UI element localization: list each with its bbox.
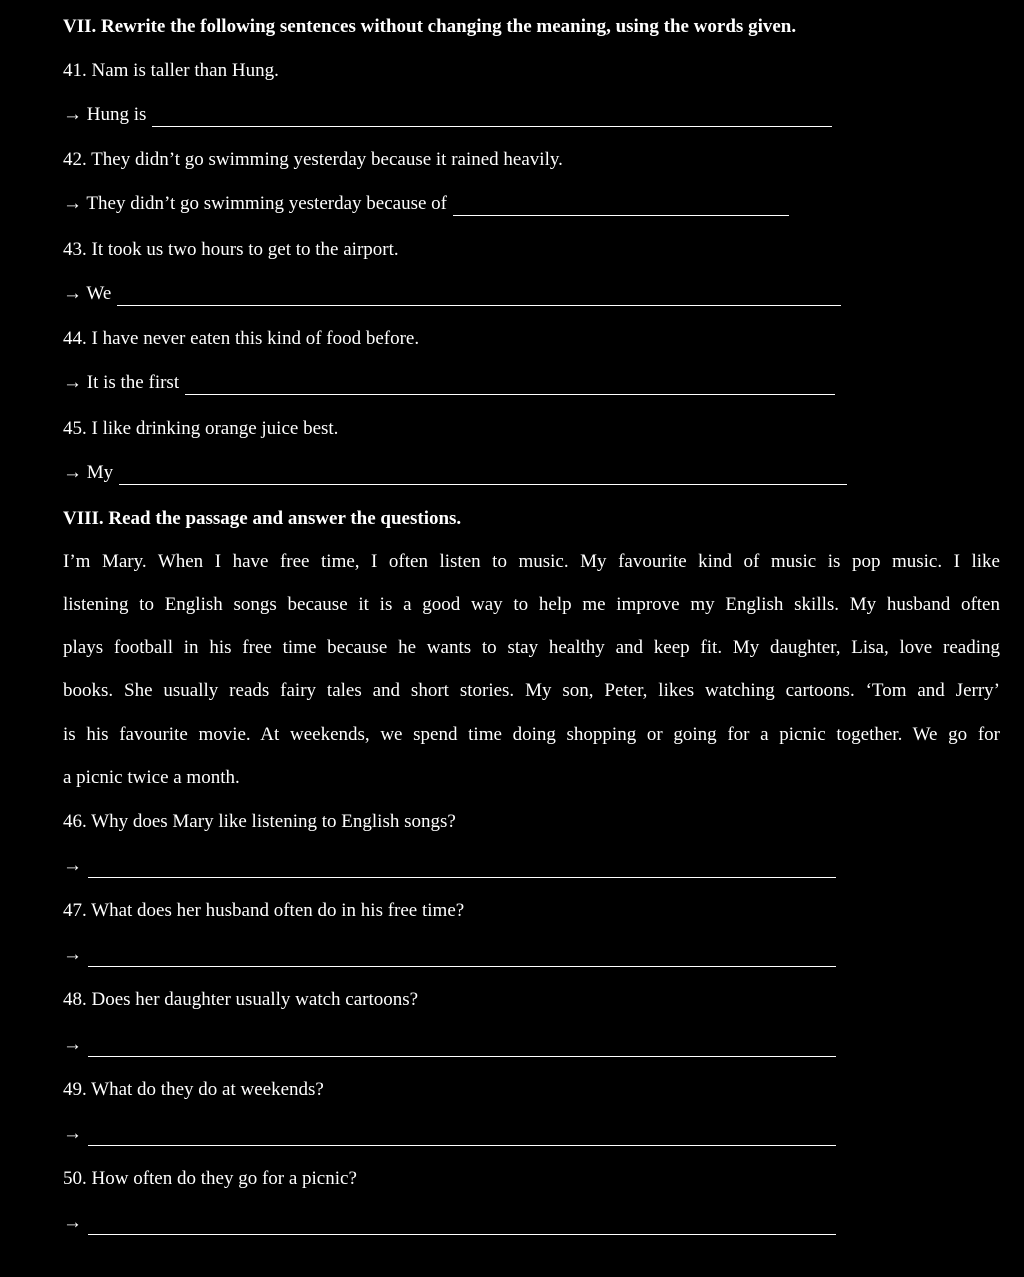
answer-line-43 [63, 282, 841, 306]
question-49: 49. What do they do at weekends? [63, 1079, 324, 1100]
answer-line-41 [63, 103, 832, 127]
answer-line-46 [63, 854, 836, 878]
answer-line-49 [63, 1122, 836, 1146]
question-43: 43. It took us two hours to get to the airport. [63, 239, 399, 260]
answer-blank-44[interactable] [185, 376, 835, 395]
answer-prompt-45: → My [63, 462, 114, 483]
answer-prompt-50: → [63, 1212, 82, 1233]
passage-line: I’m Mary. When I have free time, I often listen to music. My favourite kind of music is pop music. I like [63, 551, 1000, 572]
answer-prompt-49: → [63, 1123, 82, 1144]
question-48: 48. Does her daughter usually watch cartoons? [63, 989, 419, 1010]
answer-prompt-43: → We [63, 283, 112, 304]
answer-prompt-48: → [63, 1034, 82, 1055]
answer-prompt-44: → It is the first [63, 372, 180, 393]
answer-line-42 [63, 192, 789, 216]
question-47: 47. What does her husband often do in his free time? [63, 900, 465, 921]
answer-prompt-46: → [63, 855, 82, 876]
answer-blank-49[interactable] [88, 1127, 836, 1146]
answer-blank-50[interactable] [88, 1216, 836, 1235]
question-50: 50. How often do they go for a picnic? [63, 1168, 357, 1189]
answer-prompt-41: → Hung is [63, 104, 147, 125]
question-45: 45. I like drinking orange juice best. [63, 418, 339, 439]
answer-line-48 [63, 1033, 836, 1057]
answer-blank-43[interactable] [117, 287, 841, 306]
answer-line-50 [63, 1211, 836, 1235]
passage-line: plays football in his free time because he wants to stay healthy and keep fit. My daughter, Lisa, love reading [63, 637, 1000, 658]
question-41: 41. Nam is taller than Hung. [63, 60, 279, 81]
answer-line-47 [63, 943, 836, 967]
answer-blank-48[interactable] [88, 1038, 836, 1057]
answer-blank-46[interactable] [88, 859, 836, 878]
passage-line: listening to English songs because it is a good way to help me improve my English skills. My husband often [63, 594, 1000, 615]
answer-prompt-42: → They didn’t go swimming yesterday because of [63, 193, 447, 214]
section-7-heading: VII. Rewrite the following sentences without changing the meaning, using the words given. [63, 16, 797, 37]
passage-line: a picnic twice a month. [63, 767, 240, 788]
answer-blank-42[interactable] [453, 197, 789, 216]
answer-blank-41[interactable] [152, 108, 832, 127]
question-42: 42. They didn’t go swimming yesterday because it rained heavily. [63, 149, 563, 170]
answer-blank-45[interactable] [119, 466, 847, 485]
passage-line: books. She usually reads fairy tales and short stories. My son, Peter, likes watching cartoons. ‘Tom and Jerry’ [63, 680, 1000, 701]
answer-prompt-47: → [63, 944, 82, 965]
answer-line-44 [63, 371, 835, 395]
answer-line-45 [63, 461, 847, 485]
answer-blank-47[interactable] [88, 948, 836, 967]
passage-line: is his favourite movie. At weekends, we spend time doing shopping or going for a picnic together. We go for [63, 724, 1000, 745]
section-8-heading: VIII. Read the passage and answer the questions. [63, 508, 462, 529]
question-44: 44. I have never eaten this kind of food before. [63, 328, 420, 349]
question-46: 46. Why does Mary like listening to English songs? [63, 811, 456, 832]
